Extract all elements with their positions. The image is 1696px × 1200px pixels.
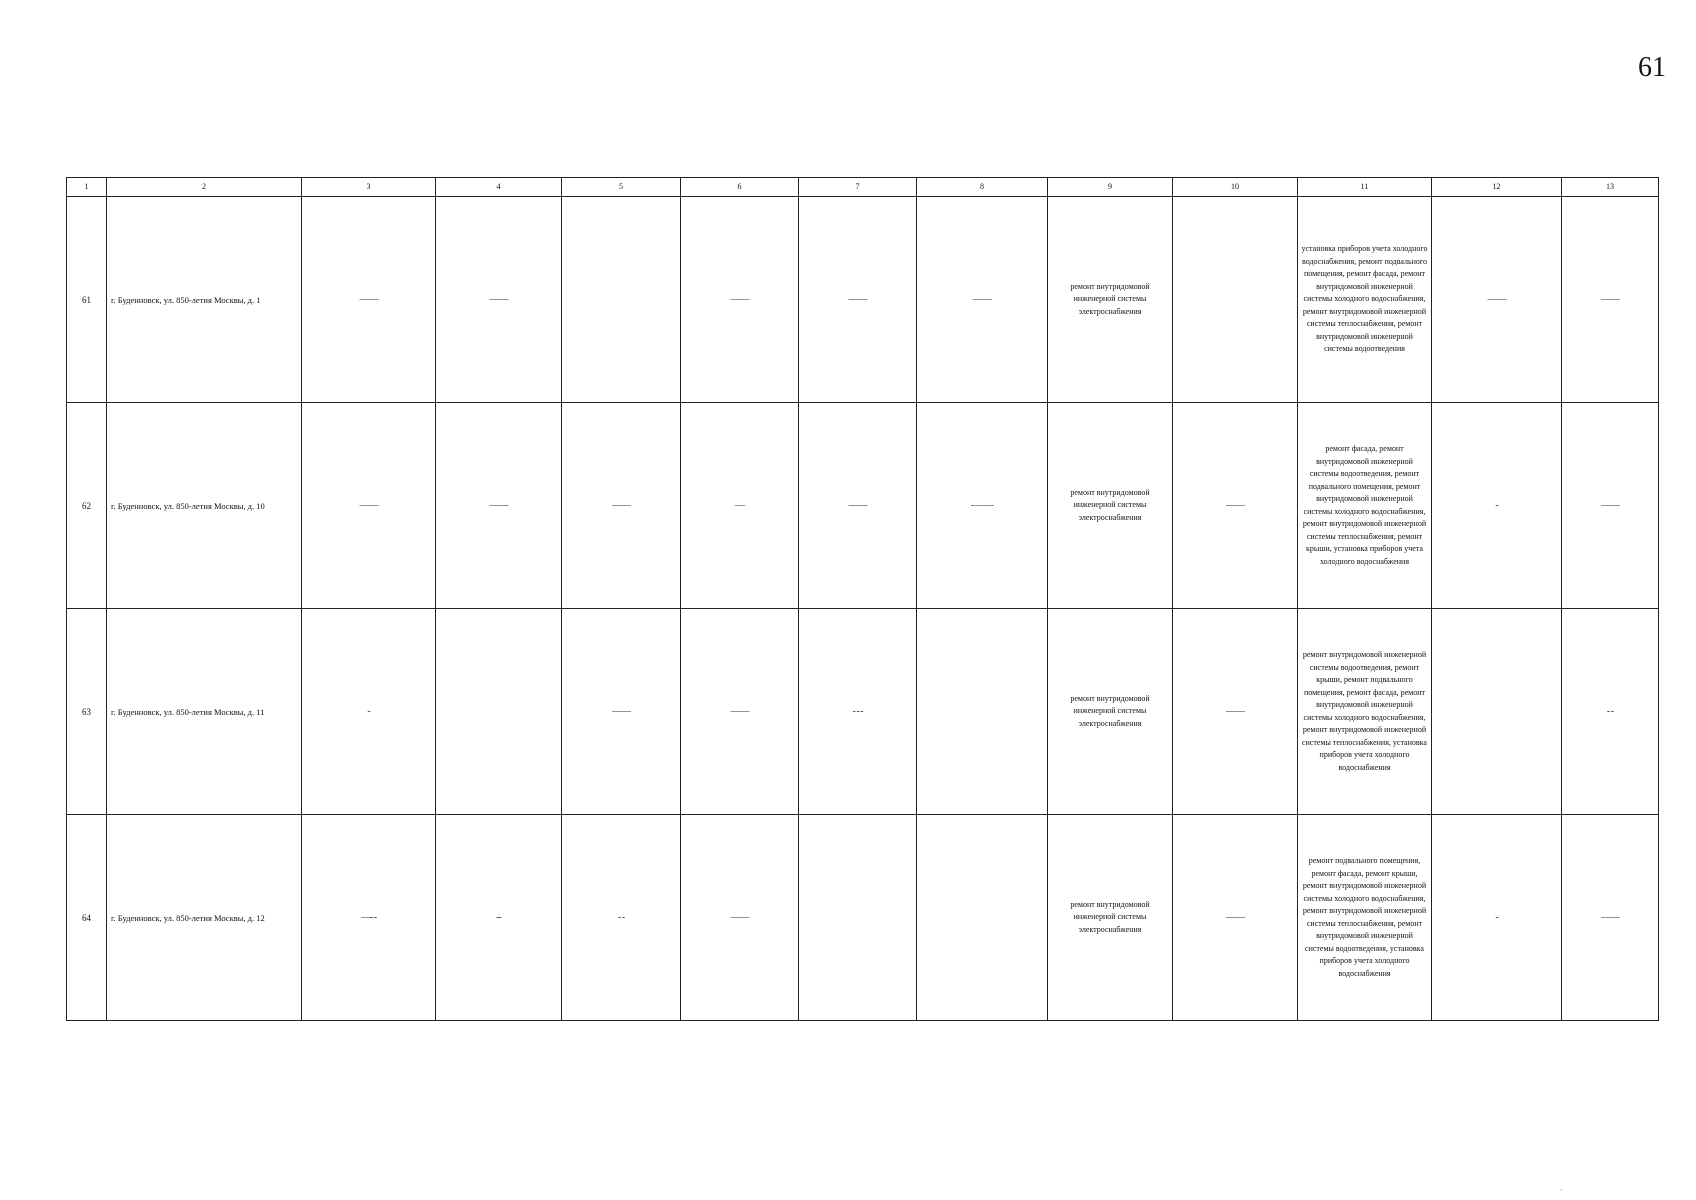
table-cell: —— <box>681 815 799 1021</box>
table-cell: —— <box>799 197 917 403</box>
column-header: 1 <box>67 178 107 197</box>
row-number: 64 <box>67 815 107 1021</box>
table-cell: —— <box>799 403 917 609</box>
table-cell: —— <box>302 197 436 403</box>
table-cell <box>917 609 1048 815</box>
table-cell <box>436 609 562 815</box>
column-header: 11 <box>1298 178 1432 197</box>
row-number: 63 <box>67 609 107 815</box>
table-cell: —— <box>436 197 562 403</box>
column-header: 12 <box>1432 178 1562 197</box>
table-cell: —- - <box>302 815 436 1021</box>
works-list-cell: ремонт внутридомовой инженерной системы водоотведения, ремонт крыши, ремонт подвального помещения, ремонт фасада, ремонт внутридомовой инженерной системы холодного водоснабжения, ремонт внутридомовой инженерной системы теплоснабжения, установка приборов учета холодного водоснабжения <box>1298 609 1432 815</box>
works-table <box>66 177 1659 1021</box>
table-cell: —— <box>1432 197 1562 403</box>
row-number: 61 <box>67 197 107 403</box>
column-header: 2 <box>107 178 302 197</box>
table-cell: —— <box>1562 197 1659 403</box>
table-cell: - <box>1432 815 1562 1021</box>
table-cell: -- <box>436 815 562 1021</box>
works-list-cell: установка приборов учета холодного водоснабжения, ремонт подвального помещения, ремонт фасада, ремонт внутридомовой инженерной системы холодного водоснабжения, ремонт внутридомовой инженерной системы теплоснабжения, ремонт внутридомовой инженерной системы водоотведения <box>1298 197 1432 403</box>
electric-work-cell: ремонт внутридомовой инженерной системы электроснабжения <box>1048 815 1173 1021</box>
table-cell: —— <box>436 403 562 609</box>
table-cell: - - - <box>799 609 917 815</box>
table-cell: —— <box>917 197 1048 403</box>
table-cell <box>917 815 1048 1021</box>
scan-speck: · <box>1560 1186 1563 1195</box>
column-number-row <box>67 178 1659 197</box>
page-number: 61 <box>1638 52 1666 83</box>
electric-work-cell: ремонт внутридомовой инженерной системы электроснабжения <box>1048 197 1173 403</box>
column-header: 9 <box>1048 178 1173 197</box>
address-cell: г. Буденновск, ул. 850-летия Москвы, д. 1 <box>107 197 302 403</box>
column-header: 13 <box>1562 178 1659 197</box>
address-cell: г. Буденновск, ул. 850-летия Москвы, д. 12 <box>107 815 302 1021</box>
electric-work-cell: ремонт внутридомовой инженерной системы электроснабжения <box>1048 403 1173 609</box>
table-cell: —— <box>1173 609 1298 815</box>
table-cell: — <box>681 403 799 609</box>
table-cell: —— <box>1173 403 1298 609</box>
column-header: 10 <box>1173 178 1298 197</box>
table-cell: —— <box>562 403 681 609</box>
table-row <box>67 609 1659 815</box>
table-cell: - <box>302 609 436 815</box>
table-cell <box>1432 609 1562 815</box>
works-list-cell: ремонт подвального помещения, ремонт фасада, ремонт крыши, ремонт внутридомовой инженерной системы холодного водоснабжения, ремонт внутридомовой инженерной системы теплоснабжения, ремонт внутридомовой инженерной системы водоотведения, установка приборов учета холодного водоснабжения <box>1298 815 1432 1021</box>
table-cell: —— <box>302 403 436 609</box>
column-header: 7 <box>799 178 917 197</box>
column-header: 3 <box>302 178 436 197</box>
table-cell: —— <box>1562 403 1659 609</box>
table-cell <box>799 815 917 1021</box>
address-cell: г. Буденновск, ул. 850-летия Москвы, д. 11 <box>107 609 302 815</box>
table-cell: —— <box>1562 815 1659 1021</box>
table-cell <box>562 197 681 403</box>
address-cell: г. Буденновск, ул. 850-летия Москвы, д. 10 <box>107 403 302 609</box>
column-header: 4 <box>436 178 562 197</box>
works-table-container <box>66 177 1654 1021</box>
table-cell: - —— <box>917 403 1048 609</box>
table-cell: —— <box>1173 815 1298 1021</box>
column-header: 5 <box>562 178 681 197</box>
table-row <box>67 403 1659 609</box>
table-cell: - - <box>1562 609 1659 815</box>
table-cell: —— <box>681 197 799 403</box>
row-number: 62 <box>67 403 107 609</box>
works-list-cell: ремонт фасада, ремонт внутридомовой инженерной системы водоотведения, ремонт подвального помещения, ремонт внутридомовой инженерной системы холодного водоснабжения, ремонт внутридомовой инженерной системы теплоснабжения, ремонт крыши, установка приборов учета холодного водоснабжения <box>1298 403 1432 609</box>
table-cell: - <box>1432 403 1562 609</box>
table-cell <box>1173 197 1298 403</box>
table-cell: - - <box>562 815 681 1021</box>
table-cell: —— <box>562 609 681 815</box>
table-row <box>67 197 1659 403</box>
table-cell: —— <box>681 609 799 815</box>
column-header: 6 <box>681 178 799 197</box>
column-header: 8 <box>917 178 1048 197</box>
electric-work-cell: ремонт внутридомовой инженерной системы электроснабжения <box>1048 609 1173 815</box>
table-row <box>67 815 1659 1021</box>
